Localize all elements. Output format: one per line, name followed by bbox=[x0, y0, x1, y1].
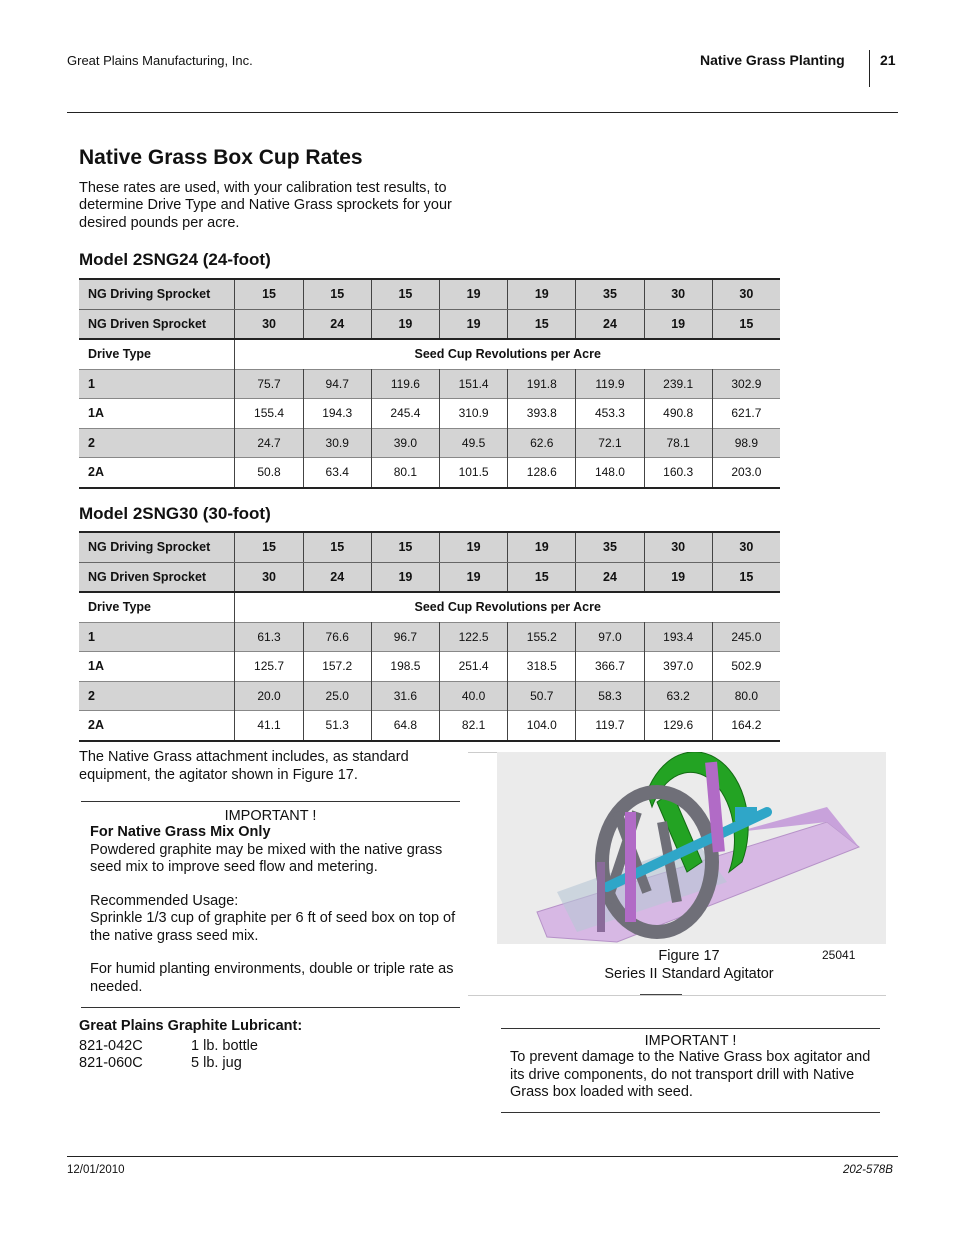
rate-cell: 397.0 bbox=[644, 652, 712, 682]
rate-cell: 96.7 bbox=[371, 622, 439, 652]
drive-type-cell: 1 bbox=[79, 622, 235, 652]
drive-type-cell: 2 bbox=[79, 681, 235, 711]
important-box-transport bbox=[501, 1028, 880, 1113]
driven-sprocket-row bbox=[79, 562, 780, 592]
intro-paragraph: These rates are used, with your calibration test results, to determine Drive Type and Native Grass sprockets for your desired pounds per acre. bbox=[79, 180, 452, 231]
lubricant-desc: 5 lb. jug bbox=[191, 1055, 242, 1071]
sprocket-cell: 15 bbox=[508, 562, 576, 592]
rate-cell: 80.0 bbox=[712, 681, 780, 711]
page-title: Native Grass Box Cup Rates bbox=[79, 146, 363, 169]
rate-cell: 129.6 bbox=[644, 711, 712, 741]
footer-doc-number: 202-578B bbox=[843, 1164, 893, 1176]
sprocket-cell: 30 bbox=[712, 532, 780, 562]
rate-cell: 157.2 bbox=[303, 652, 371, 682]
sprocket-cell: 24 bbox=[576, 562, 644, 592]
important-usage-head: Recommended Usage: bbox=[90, 892, 239, 909]
footer-date: 12/01/2010 bbox=[67, 1164, 125, 1176]
sprocket-cell: 19 bbox=[644, 562, 712, 592]
rate-cell: 125.7 bbox=[235, 652, 303, 682]
driving-sprocket-row bbox=[79, 279, 780, 309]
row-label: NG Driven Sprocket bbox=[79, 309, 235, 339]
drive-type-cell: 1 bbox=[79, 369, 235, 399]
table-row bbox=[79, 711, 780, 741]
figure-title: Series II Standard Agitator bbox=[604, 965, 774, 982]
figure-number: 25041 bbox=[822, 948, 856, 962]
rate-cell: 76.6 bbox=[303, 622, 371, 652]
rate-cell: 366.7 bbox=[576, 652, 644, 682]
rate-cell: 98.9 bbox=[712, 428, 780, 458]
table-row bbox=[79, 652, 780, 682]
drive-type-label: Drive Type bbox=[79, 592, 235, 622]
rate-cell: 61.3 bbox=[235, 622, 303, 652]
drive-type-cell: 2 bbox=[79, 428, 235, 458]
drive-type-header-row bbox=[79, 339, 780, 369]
drive-type-cell: 2A bbox=[79, 458, 235, 488]
important-subtitle: For Native Grass Mix Only bbox=[90, 824, 271, 840]
sprocket-cell: 30 bbox=[644, 279, 712, 309]
sprocket-cell: 15 bbox=[508, 309, 576, 339]
rate-cell: 160.3 bbox=[644, 458, 712, 488]
rate-cell: 502.9 bbox=[712, 652, 780, 682]
rate-cell: 50.8 bbox=[235, 458, 303, 488]
driving-sprocket-row bbox=[79, 532, 780, 562]
rate-cell: 122.5 bbox=[440, 622, 508, 652]
revolutions-label: Seed Cup Revolutions per Acre bbox=[414, 347, 601, 362]
drive-type-cell: 2A bbox=[79, 711, 235, 741]
rate-cell: 453.3 bbox=[576, 399, 644, 429]
drive-type-label: Drive Type bbox=[79, 339, 235, 369]
table-row bbox=[79, 369, 780, 399]
sprocket-cell: 24 bbox=[576, 309, 644, 339]
header-section: Native Grass Planting bbox=[700, 52, 845, 68]
rate-cell: 64.8 bbox=[371, 711, 439, 741]
sprocket-cell: 35 bbox=[576, 279, 644, 309]
driven-sprocket-row bbox=[79, 309, 780, 339]
rate-cell: 63.4 bbox=[303, 458, 371, 488]
sprocket-cell: 19 bbox=[440, 562, 508, 592]
rate-cell: 245.4 bbox=[371, 399, 439, 429]
sprocket-cell: 30 bbox=[712, 279, 780, 309]
figure-divider bbox=[640, 994, 682, 995]
rate-cell: 155.2 bbox=[508, 622, 576, 652]
sprocket-cell: 30 bbox=[644, 532, 712, 562]
sprocket-cell: 19 bbox=[440, 532, 508, 562]
rate-cell: 97.0 bbox=[576, 622, 644, 652]
rate-cell: 198.5 bbox=[371, 652, 439, 682]
rate-cell: 58.3 bbox=[576, 681, 644, 711]
rate-cell: 490.8 bbox=[644, 399, 712, 429]
sprocket-cell: 30 bbox=[235, 562, 303, 592]
rate-cell: 245.0 bbox=[712, 622, 780, 652]
rate-cell: 41.1 bbox=[235, 711, 303, 741]
sprocket-cell: 19 bbox=[371, 562, 439, 592]
drive-type-header-row bbox=[79, 592, 780, 622]
sprocket-cell: 19 bbox=[440, 279, 508, 309]
revolutions-label: Seed Cup Revolutions per Acre bbox=[414, 600, 601, 615]
lubricant-desc: 1 lb. bottle bbox=[191, 1038, 258, 1054]
rate-cell: 40.0 bbox=[440, 681, 508, 711]
sprocket-cell: 19 bbox=[371, 309, 439, 339]
sprocket-cell: 19 bbox=[440, 309, 508, 339]
sprocket-cell: 24 bbox=[303, 309, 371, 339]
rates-table-2sng30 bbox=[79, 531, 780, 742]
sprocket-cell: 15 bbox=[235, 279, 303, 309]
agitator-illustration bbox=[497, 752, 886, 944]
rate-cell: 164.2 bbox=[712, 711, 780, 741]
footer-rule bbox=[67, 1156, 898, 1157]
sprocket-cell: 15 bbox=[371, 279, 439, 309]
rate-cell: 119.6 bbox=[371, 369, 439, 399]
table-row bbox=[79, 458, 780, 488]
sprocket-cell: 15 bbox=[235, 532, 303, 562]
rate-cell: 49.5 bbox=[440, 428, 508, 458]
table2-heading: Model 2SNG30 (30-foot) bbox=[79, 504, 271, 523]
rate-cell: 63.2 bbox=[644, 681, 712, 711]
rate-cell: 194.3 bbox=[303, 399, 371, 429]
sprocket-cell: 15 bbox=[303, 279, 371, 309]
rate-cell: 302.9 bbox=[712, 369, 780, 399]
rate-cell: 119.9 bbox=[576, 369, 644, 399]
rate-cell: 155.4 bbox=[235, 399, 303, 429]
rate-cell: 78.1 bbox=[644, 428, 712, 458]
lubricant-code: 821-060C bbox=[79, 1055, 143, 1071]
lubricant-code: 821-042C bbox=[79, 1038, 143, 1054]
sprocket-cell: 30 bbox=[235, 309, 303, 339]
lubricant-row bbox=[79, 1038, 258, 1054]
table-row bbox=[79, 622, 780, 652]
rate-cell: 24.7 bbox=[235, 428, 303, 458]
rate-cell: 30.9 bbox=[303, 428, 371, 458]
rate-cell: 51.3 bbox=[303, 711, 371, 741]
table-row bbox=[79, 681, 780, 711]
sprocket-cell: 15 bbox=[712, 309, 780, 339]
rate-cell: 75.7 bbox=[235, 369, 303, 399]
rate-cell: 310.9 bbox=[440, 399, 508, 429]
lubricant-row bbox=[79, 1055, 242, 1071]
figure-label: Figure 17 bbox=[658, 948, 720, 964]
table-row bbox=[79, 399, 780, 429]
rate-cell: 151.4 bbox=[440, 369, 508, 399]
agitator-paragraph: The Native Grass attachment includes, as standard equipment, the agitator shown in Figure 17. bbox=[79, 749, 409, 783]
rate-cell: 94.7 bbox=[303, 369, 371, 399]
sprocket-cell: 19 bbox=[508, 279, 576, 309]
rate-cell: 119.7 bbox=[576, 711, 644, 741]
rate-cell: 20.0 bbox=[235, 681, 303, 711]
table-row bbox=[79, 428, 780, 458]
rates-table-2sng24 bbox=[79, 278, 780, 489]
sprocket-cell: 19 bbox=[644, 309, 712, 339]
important2-title: IMPORTANT ! bbox=[644, 1033, 737, 1049]
rate-cell: 50.7 bbox=[508, 681, 576, 711]
rate-cell: 104.0 bbox=[508, 711, 576, 741]
rate-cell: 191.8 bbox=[508, 369, 576, 399]
rate-cell: 82.1 bbox=[440, 711, 508, 741]
rate-cell: 203.0 bbox=[712, 458, 780, 488]
rate-cell: 25.0 bbox=[303, 681, 371, 711]
lubricant-title: Great Plains Graphite Lubricant: bbox=[79, 1018, 303, 1034]
rate-cell: 39.0 bbox=[371, 428, 439, 458]
sprocket-cell: 24 bbox=[303, 562, 371, 592]
rate-cell: 621.7 bbox=[712, 399, 780, 429]
rate-cell: 251.4 bbox=[440, 652, 508, 682]
sprocket-cell: 35 bbox=[576, 532, 644, 562]
rate-cell: 393.8 bbox=[508, 399, 576, 429]
row-label: NG Driving Sprocket bbox=[79, 279, 235, 309]
important-box-graphite bbox=[81, 801, 460, 1008]
important-p2: Sprinkle 1/3 cup of graphite per 6 ft of seed box on top of the native grass seed mix. bbox=[90, 910, 456, 944]
rate-cell: 62.6 bbox=[508, 428, 576, 458]
page-number: 21 bbox=[880, 52, 896, 68]
important2-text: To prevent damage to the Native Grass box agitator and its drive components, do not transport drill with Native Grass box loaded with seed. bbox=[510, 1049, 871, 1100]
sprocket-cell: 19 bbox=[508, 532, 576, 562]
rate-cell: 80.1 bbox=[371, 458, 439, 488]
rate-cell: 239.1 bbox=[644, 369, 712, 399]
figure-caption bbox=[560, 948, 818, 983]
header-company: Great Plains Manufacturing, Inc. bbox=[67, 53, 253, 68]
important-p1: Powdered graphite may be mixed with the native grass seed mix to improve seed flow and metering. bbox=[90, 841, 443, 875]
header-rule bbox=[67, 112, 898, 113]
row-label: NG Driving Sprocket bbox=[79, 532, 235, 562]
rate-cell: 31.6 bbox=[371, 681, 439, 711]
rate-cell: 101.5 bbox=[440, 458, 508, 488]
rate-cell: 193.4 bbox=[644, 622, 712, 652]
table1-heading: Model 2SNG24 (24-foot) bbox=[79, 250, 271, 269]
drive-type-cell: 1A bbox=[79, 399, 235, 429]
rate-cell: 72.1 bbox=[576, 428, 644, 458]
sprocket-cell: 15 bbox=[712, 562, 780, 592]
sprocket-cell: 15 bbox=[371, 532, 439, 562]
important-title: IMPORTANT ! bbox=[224, 808, 317, 824]
sprocket-cell: 15 bbox=[303, 532, 371, 562]
drive-type-cell: 1A bbox=[79, 652, 235, 682]
row-label: NG Driven Sprocket bbox=[79, 562, 235, 592]
rate-cell: 148.0 bbox=[576, 458, 644, 488]
important-p3: For humid planting environments, double or triple rate as needed. bbox=[90, 961, 454, 995]
rate-cell: 128.6 bbox=[508, 458, 576, 488]
header-divider bbox=[869, 50, 870, 87]
rate-cell: 318.5 bbox=[508, 652, 576, 682]
